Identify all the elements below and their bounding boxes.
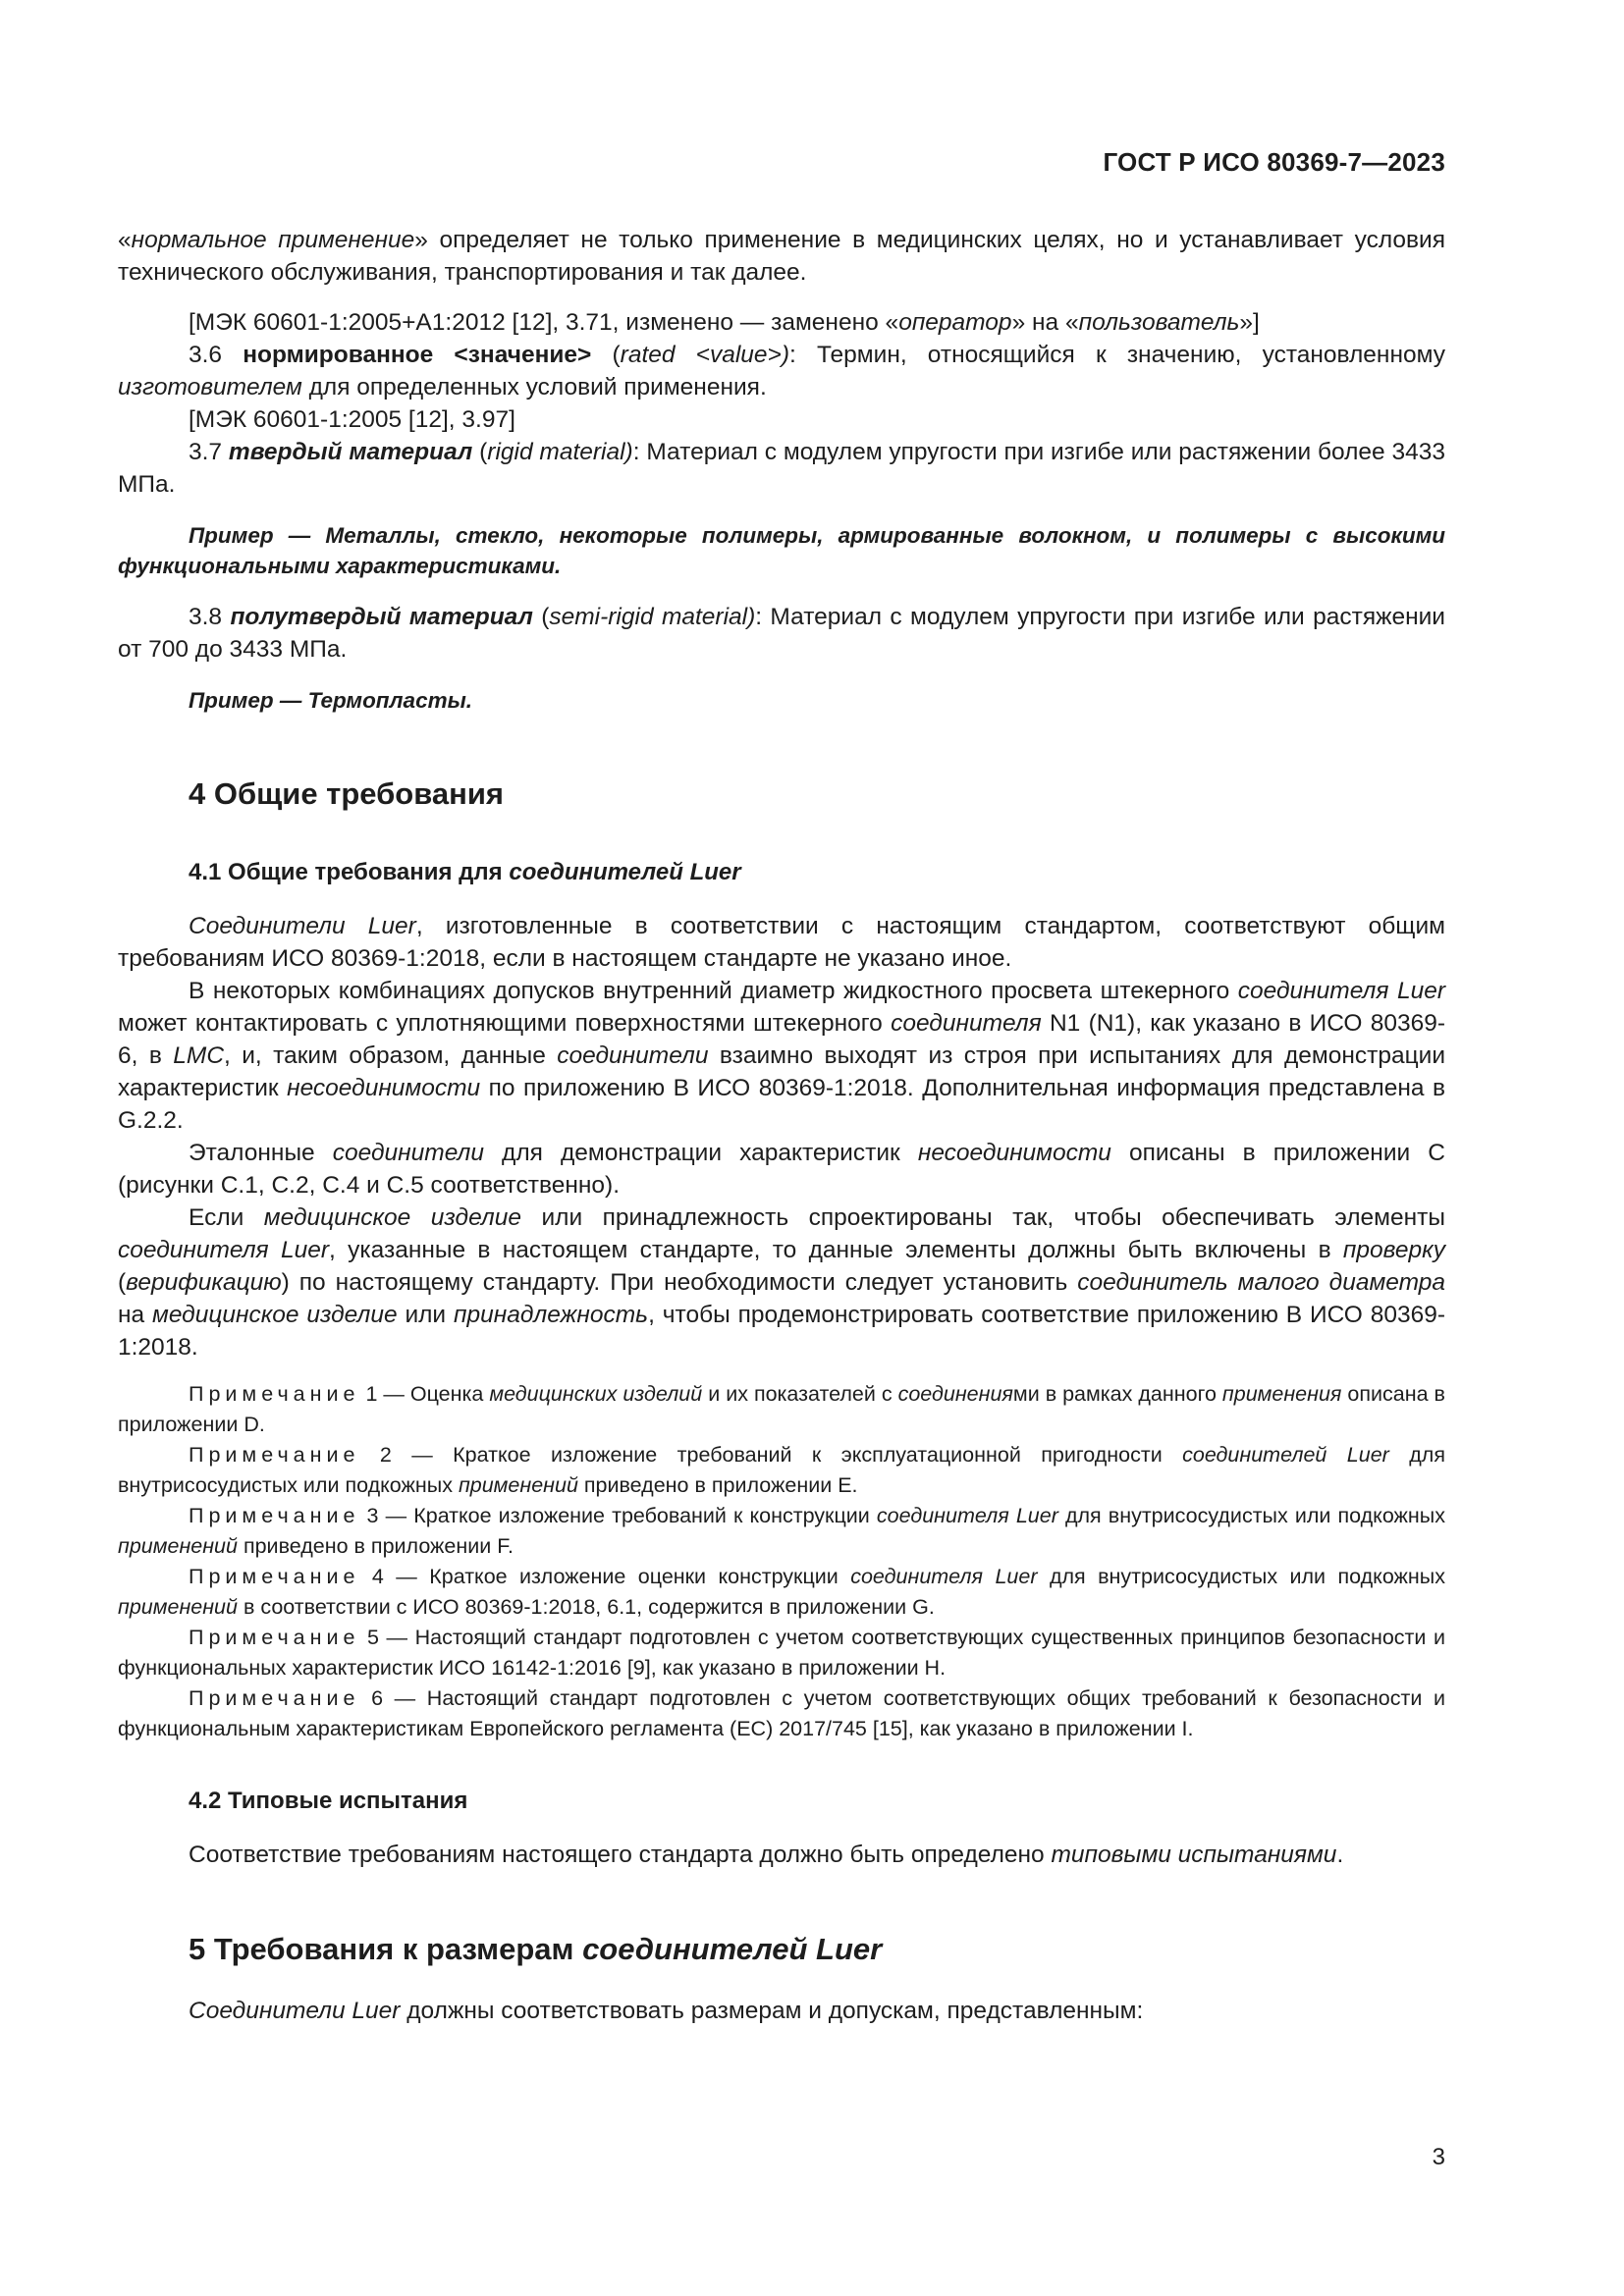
paragraph-4-2: Соответствие требованиям настоящего стандарта должно быть определено типовыми испытаниями. <box>189 1842 1344 1868</box>
reference-note: [МЭК 60601-1:2005+А1:2012 [12], 3.71, изменено — заменено «оператор» на «пользователь»] <box>189 309 1260 336</box>
note-4: Примечание 4 — Краткое изложение оценки конструкции соединителя Luer для внутрисосудистых или подкожных применений в соответствии с ИСО 80369-1:2018, 6.1, содержится в приложении G. <box>118 1565 1445 1619</box>
paragraph-5: Соединители Luer должны соответствовать размерам и допускам, представленным: <box>189 1998 1144 2024</box>
document-code: ГОСТ Р ИСО 80369-7—2023 <box>1103 147 1445 177</box>
section-5-heading: 5 Требования к размерам соединителей Luer <box>189 1932 883 1966</box>
paragraph-4-1-c: Эталонные соединители для демонстрации характеристик несоединимости описаны в приложении С (рисунки С.1, С.2, С.4 и С.5 соответственно). <box>118 1140 1445 1199</box>
page-content <box>118 224 1445 2027</box>
paragraph-4-1-d: Если медицинское изделие или принадлежность спроектированы так, чтобы обеспечивать элементы соединителя Luer, указанные в настоящем стандарте, то данные элементы должны быть включены в проверку (верификацию) по настоящему стандарту. При необходимости следует установить соединитель малого диаметра на медицинское изделие или принадлежность, чтобы продемонстрировать соответствие приложению В ИСО 80369-1:2018. <box>118 1204 1446 1361</box>
example-3-7: Пример — Металлы, стекло, некоторые полимеры, армированные волокном, и полимеры с высокими функциональными характеристиками. <box>118 523 1445 578</box>
section-4-2-heading: 4.2 Типовые испытания <box>189 1788 468 1814</box>
section-4-1-heading: 4.1 Общие требования для соединителей Luer <box>189 859 741 885</box>
example-3-8: Пример — Термопласты. <box>189 688 473 713</box>
paragraph-4-1-a: Соединители Luer, изготовленные в соответствии с настоящим стандартом, соответствуют общим требованиям ИСО 80369-1:2018, если в настоящем стандарте не указано иное. <box>118 913 1445 972</box>
notes-block <box>118 1379 1445 1744</box>
section-4-heading: 4 Общие требования <box>189 776 504 811</box>
definition-3-6: 3.6 нормированное <значение> (rated <value>): Термин, относящийся к значению, установленному изготовителем для определенных условий применения. <box>118 342 1445 400</box>
note-5: Примечание 5 — Настоящий стандарт подготовлен с учетом соответствующих существенных принципов безопасности и функциональных характеристик ИСО 16142-1:2016 [9], как указано в приложении Н. <box>118 1626 1445 1680</box>
paragraph-continuation: «нормальное применение» определяет не только применение в медицинских целях, но и устанавливает условия технического обслуживания, транспортирования и так далее. <box>118 227 1446 286</box>
reference-3-6: [МЭК 60601-1:2005 [12], 3.97] <box>189 406 515 433</box>
definition-3-7: 3.7 твердый материал (rigid material): Материал с модулем упругости при изгибе или растяжении более 3433 МПа. <box>118 439 1445 498</box>
paragraph-4-1-b: В некоторых комбинациях допусков внутренний диаметр жидкостного просвета штекерного соединителя Luer может контактировать с уплотняющими поверхностями штекерного соединителя N1 (N1), как указано в ИСО 80369-6, в LMC, и, таким образом, данные соединители взаимно выходят из строя при испытаниях для демонстрации характеристик несоединимости по приложению В ИСО 80369-1:2018. Дополнительная информация представлена в G.2.2. <box>118 978 1446 1134</box>
definition-3-8: 3.8 полутвердый материал (semi-rigid material): Материал с модулем упругости при изгибе или растяжении от 700 до 3433 МПа. <box>118 604 1445 663</box>
note-6: Примечание 6 — Настоящий стандарт подготовлен с учетом соответствующих общих требований к безопасности и функциональным характеристикам Европейского регламента (ЕС) 2017/745 [15], как указано в приложении I. <box>118 1686 1445 1740</box>
note-3: Примечание 3 — Краткое изложение требований к конструкции соединителя Luer для внутрисосудистых или подкожных применений приведено в приложении F. <box>118 1504 1445 1558</box>
note-1: Примечание 1 — Оценка медицинских изделий и их показателей с соединениями в рамках данного применения описана в приложении D. <box>118 1382 1445 1436</box>
page-number: 3 <box>1432 2144 1445 2170</box>
note-2: Примечание 2 — Краткое изложение требований к эксплуатационной пригодности соединителей Luer для внутрисосудистых или подкожных применений приведено в приложении Е. <box>118 1443 1445 1497</box>
